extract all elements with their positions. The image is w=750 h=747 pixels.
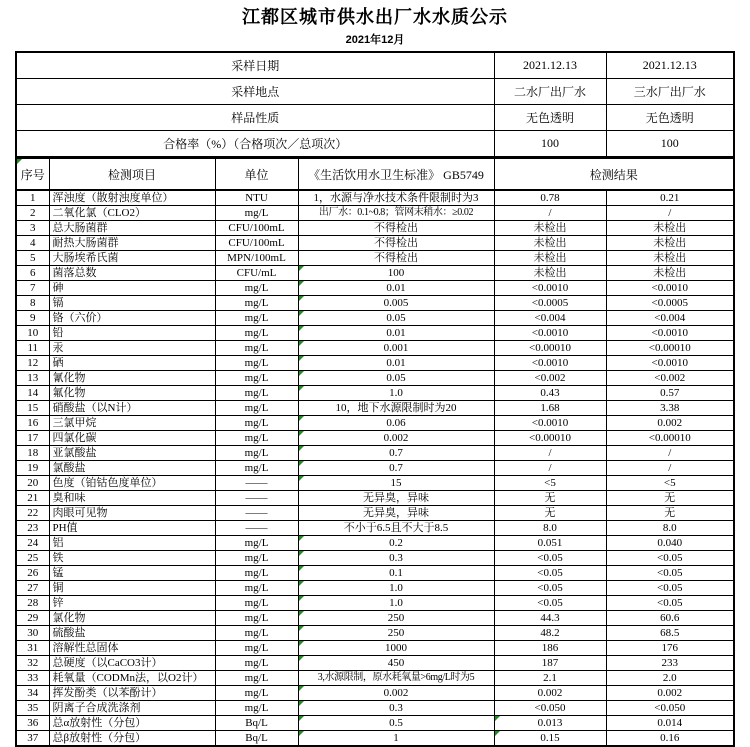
cell-index: 22	[16, 506, 49, 521]
cell-unit: mg/L	[215, 341, 298, 356]
cell-item: 挥发酚类（以苯酚计）	[49, 686, 215, 701]
cell-index: 17	[16, 431, 49, 446]
cell-index: 32	[16, 656, 49, 671]
table-row	[16, 476, 734, 491]
cell-result-1: <0.05	[494, 596, 606, 611]
cell-unit: mg/L	[215, 296, 298, 311]
cell-item: 三氯甲烷	[49, 416, 215, 431]
cell-index: 27	[16, 581, 49, 596]
cell-result-1: <0.05	[494, 551, 606, 566]
cell-standard: 1，水源与净水技术条件限制时为3	[298, 190, 494, 206]
cell-standard: 不得检出	[298, 236, 494, 251]
table-row	[16, 221, 734, 236]
cell-item: 氯酸盐	[49, 461, 215, 476]
results-table-body	[16, 190, 734, 746]
info-table-body	[16, 52, 734, 157]
cell-result-1: <0.05	[494, 581, 606, 596]
cell-unit: NTU	[215, 190, 298, 206]
cell-result-1: 0.43	[494, 386, 606, 401]
cell-unit: mg/L	[215, 281, 298, 296]
col-header-result: 检测结果	[494, 159, 734, 191]
cell-index: 14	[16, 386, 49, 401]
cell-result-1: /	[494, 461, 606, 476]
cell-result-2: 233	[606, 656, 734, 671]
cell-result-1: <0.05	[494, 566, 606, 581]
table-row	[16, 401, 734, 416]
cell-result-1: 0.15	[494, 731, 606, 747]
table-row	[16, 671, 734, 686]
cell-result-1: <0.0010	[494, 326, 606, 341]
info-row	[16, 131, 734, 158]
cell-unit: mg/L	[215, 356, 298, 371]
cell-item: 总大肠菌群	[49, 221, 215, 236]
cell-index: 33	[16, 671, 49, 686]
cell-item: 总β放射性（分包）	[49, 731, 215, 747]
page-title: 江都区城市供水出厂水水质公示	[242, 7, 508, 27]
cell-unit: mg/L	[215, 401, 298, 416]
cell-item: PH值	[49, 521, 215, 536]
table-row	[16, 611, 734, 626]
cell-result-1: <0.002	[494, 371, 606, 386]
cell-index: 15	[16, 401, 49, 416]
cell-result-2: <0.050	[606, 701, 734, 716]
cell-result-1: 48.2	[494, 626, 606, 641]
cell-result-2: 0.014	[606, 716, 734, 731]
cell-result-1: <0.0010	[494, 356, 606, 371]
cell-item: 臭和味	[49, 491, 215, 506]
info-value-2: 100	[606, 131, 734, 158]
cell-result-1: <5	[494, 476, 606, 491]
cell-standard: 不得检出	[298, 251, 494, 266]
table-row	[16, 581, 734, 596]
cell-index: 11	[16, 341, 49, 356]
info-label: 合格率（%）（合格项次／总项次）	[16, 131, 494, 158]
cell-unit: mg/L	[215, 386, 298, 401]
cell-result-2: 无	[606, 506, 734, 521]
cell-unit: CFU/mL	[215, 266, 298, 281]
cell-result-1: <0.00010	[494, 341, 606, 356]
cell-result-1: <0.050	[494, 701, 606, 716]
cell-result-2: 无	[606, 491, 734, 506]
cell-standard: 250	[298, 626, 494, 641]
cell-result-2: 0.002	[606, 416, 734, 431]
cell-index: 2	[16, 206, 49, 221]
cell-standard: 不得检出	[298, 221, 494, 236]
cell-result-1: 未检出	[494, 251, 606, 266]
table-row	[16, 206, 734, 221]
cell-standard: 出厂水：0.1~0.8；管网末稍水：≥0.02	[298, 206, 494, 221]
cell-result-2: 0.16	[606, 731, 734, 747]
table-row	[16, 326, 734, 341]
cell-result-2: <0.05	[606, 566, 734, 581]
cell-index: 16	[16, 416, 49, 431]
cell-item: 肉眼可见物	[49, 506, 215, 521]
table-row	[16, 686, 734, 701]
cell-standard: 0.05	[298, 371, 494, 386]
cell-standard: 0.3	[298, 701, 494, 716]
cell-result-2: <0.00010	[606, 341, 734, 356]
cell-result-1: 未检出	[494, 221, 606, 236]
cell-unit: mg/L	[215, 581, 298, 596]
cell-index: 24	[16, 536, 49, 551]
cell-result-2: <5	[606, 476, 734, 491]
cell-index: 21	[16, 491, 49, 506]
cell-item: 铅	[49, 326, 215, 341]
cell-standard: 0.005	[298, 296, 494, 311]
cell-item: 亚氯酸盐	[49, 446, 215, 461]
cell-standard: 不小于6.5且不大于8.5	[298, 521, 494, 536]
table-row	[16, 266, 734, 281]
info-label: 采样地点	[16, 79, 494, 105]
cell-item: 铜	[49, 581, 215, 596]
cell-unit: Bq/L	[215, 731, 298, 747]
info-value-1: 2021.12.13	[494, 52, 606, 79]
cell-unit: ——	[215, 521, 298, 536]
cell-unit: mg/L	[215, 626, 298, 641]
info-value-2: 三水厂出厂水	[606, 79, 734, 105]
cell-result-1: 0.78	[494, 190, 606, 206]
cell-standard: 0.002	[298, 431, 494, 446]
cell-item: 氟化物	[49, 386, 215, 401]
cell-result-2: 0.002	[606, 686, 734, 701]
cell-result-2: <0.05	[606, 596, 734, 611]
cell-result-2: <0.0010	[606, 356, 734, 371]
cell-unit: mg/L	[215, 686, 298, 701]
cell-index: 20	[16, 476, 49, 491]
info-value-1: 二水厂出厂水	[494, 79, 606, 105]
cell-index: 10	[16, 326, 49, 341]
test-results-table	[15, 158, 735, 747]
info-value-1: 无色透明	[494, 105, 606, 131]
cell-standard: 0.01	[298, 356, 494, 371]
cell-result-2: <0.05	[606, 581, 734, 596]
cell-unit: mg/L	[215, 416, 298, 431]
cell-index: 19	[16, 461, 49, 476]
cell-result-2: 68.5	[606, 626, 734, 641]
cell-standard: 0.2	[298, 536, 494, 551]
cell-index: 13	[16, 371, 49, 386]
cell-standard: 无异臭，异味	[298, 491, 494, 506]
cell-result-1: 2.1	[494, 671, 606, 686]
info-value-2: 2021.12.13	[606, 52, 734, 79]
cell-result-1: 0.051	[494, 536, 606, 551]
cell-item: 总硬度（以CaCO3计）	[49, 656, 215, 671]
cell-unit: ——	[215, 491, 298, 506]
cell-item: 铁	[49, 551, 215, 566]
cell-result-1: 1.68	[494, 401, 606, 416]
cell-standard: 100	[298, 266, 494, 281]
cell-unit: mg/L	[215, 371, 298, 386]
cell-standard: 0.06	[298, 416, 494, 431]
table-row	[16, 596, 734, 611]
cell-result-2: <0.0010	[606, 326, 734, 341]
table-row	[16, 431, 734, 446]
cell-item: 砷	[49, 281, 215, 296]
cell-item: 汞	[49, 341, 215, 356]
cell-result-1: <0.0010	[494, 281, 606, 296]
cell-index: 3	[16, 221, 49, 236]
cell-index: 18	[16, 446, 49, 461]
cell-standard: 0.3	[298, 551, 494, 566]
cell-unit: mg/L	[215, 431, 298, 446]
col-header-item: 检测项目	[49, 159, 215, 191]
cell-result-1: /	[494, 446, 606, 461]
cell-index: 28	[16, 596, 49, 611]
cell-unit: mg/L	[215, 656, 298, 671]
table-row	[16, 416, 734, 431]
cell-index: 6	[16, 266, 49, 281]
cell-unit: mg/L	[215, 701, 298, 716]
cell-standard: 0.1	[298, 566, 494, 581]
cell-result-2: 60.6	[606, 611, 734, 626]
cell-standard: 无异臭，异味	[298, 506, 494, 521]
cell-unit: mg/L	[215, 671, 298, 686]
cell-result-2: 176	[606, 641, 734, 656]
table-row	[16, 446, 734, 461]
cell-result-1: 187	[494, 656, 606, 671]
cell-item: 浑浊度（散射浊度单位）	[49, 190, 215, 206]
table-row	[16, 566, 734, 581]
info-row	[16, 52, 734, 79]
cell-index: 29	[16, 611, 49, 626]
cell-unit: mg/L	[215, 446, 298, 461]
col-header-unit: 单位	[215, 159, 298, 191]
cell-unit: mg/L	[215, 596, 298, 611]
cell-unit: CFU/100mL	[215, 236, 298, 251]
cell-result-1: <0.0010	[494, 416, 606, 431]
cell-result-2: <0.002	[606, 371, 734, 386]
cell-unit: MPN/100mL	[215, 251, 298, 266]
table-row	[16, 356, 734, 371]
table-row	[16, 701, 734, 716]
cell-index: 4	[16, 236, 49, 251]
cell-result-1: 8.0	[494, 521, 606, 536]
info-value-1: 100	[494, 131, 606, 158]
cell-item: 锌	[49, 596, 215, 611]
cell-unit: mg/L	[215, 326, 298, 341]
cell-result-2: <0.0005	[606, 296, 734, 311]
cell-result-2: <0.05	[606, 551, 734, 566]
cell-item: 硒	[49, 356, 215, 371]
cell-standard: 1000	[298, 641, 494, 656]
cell-standard: 0.002	[298, 686, 494, 701]
cell-result-1: 无	[494, 506, 606, 521]
cell-unit: mg/L	[215, 311, 298, 326]
cell-index: 1	[16, 190, 49, 206]
cell-index: 7	[16, 281, 49, 296]
cell-item: 氰化物	[49, 371, 215, 386]
table-row	[16, 491, 734, 506]
info-row	[16, 79, 734, 105]
info-value-2: 无色透明	[606, 105, 734, 131]
cell-standard: 10，地下水源限制时为20	[298, 401, 494, 416]
info-row	[16, 105, 734, 131]
cell-standard: 1	[298, 731, 494, 747]
table-row	[16, 296, 734, 311]
cell-result-2: 2.0	[606, 671, 734, 686]
table-row	[16, 281, 734, 296]
cell-index: 5	[16, 251, 49, 266]
cell-unit: mg/L	[215, 536, 298, 551]
table-row	[16, 461, 734, 476]
cell-item: 硝酸盐（以N计）	[49, 401, 215, 416]
table-row	[16, 386, 734, 401]
cell-item: 阴离子合成洗涤剂	[49, 701, 215, 716]
cell-result-1: 186	[494, 641, 606, 656]
table-row	[16, 371, 734, 386]
cell-result-1: /	[494, 206, 606, 221]
table-row	[16, 716, 734, 731]
cell-unit: mg/L	[215, 551, 298, 566]
report-month: 2021年12月	[345, 34, 405, 46]
cell-standard: 0.7	[298, 446, 494, 461]
cell-result-2: 8.0	[606, 521, 734, 536]
cell-result-2: 0.040	[606, 536, 734, 551]
cell-result-2: <0.004	[606, 311, 734, 326]
cell-index: 37	[16, 731, 49, 747]
cell-result-1: <0.00010	[494, 431, 606, 446]
cell-result-1: <0.0005	[494, 296, 606, 311]
cell-standard: 3,水源限制，原水耗氧量>6mg/L时为5	[298, 671, 494, 686]
cell-result-1: 44.3	[494, 611, 606, 626]
cell-item: 氯化物	[49, 611, 215, 626]
cell-item: 大肠埃希氏菌	[49, 251, 215, 266]
cell-unit: Bq/L	[215, 716, 298, 731]
info-label: 样品性质	[16, 105, 494, 131]
cell-standard: 0.01	[298, 326, 494, 341]
cell-result-2: 未检出	[606, 236, 734, 251]
cell-item: 菌落总数	[49, 266, 215, 281]
cell-index: 35	[16, 701, 49, 716]
cell-standard: 0.05	[298, 311, 494, 326]
cell-result-1: 未检出	[494, 236, 606, 251]
cell-standard: 0.01	[298, 281, 494, 296]
cell-standard: 450	[298, 656, 494, 671]
table-row	[16, 341, 734, 356]
cell-result-2: 0.57	[606, 386, 734, 401]
cell-item: 锰	[49, 566, 215, 581]
table-row	[16, 656, 734, 671]
cell-standard: 1.0	[298, 386, 494, 401]
cell-result-2: 未检出	[606, 266, 734, 281]
cell-result-2: <0.0010	[606, 281, 734, 296]
cell-index: 8	[16, 296, 49, 311]
cell-unit: mg/L	[215, 206, 298, 221]
table-row	[16, 536, 734, 551]
cell-item: 总α放射性（分包）	[49, 716, 215, 731]
table-row	[16, 731, 734, 747]
cell-item: 二氧化氯（CLO2）	[49, 206, 215, 221]
cell-result-2: /	[606, 461, 734, 476]
cell-unit: mg/L	[215, 611, 298, 626]
cell-unit: CFU/100mL	[215, 221, 298, 236]
table-row	[16, 311, 734, 326]
col-header-index: 序号	[16, 159, 49, 191]
cell-result-1: <0.004	[494, 311, 606, 326]
cell-result-1: 无	[494, 491, 606, 506]
cell-item: 铝	[49, 536, 215, 551]
table-row	[16, 251, 734, 266]
results-header-row	[16, 159, 734, 191]
cell-index: 26	[16, 566, 49, 581]
cell-item: 耗氧量（CODMn法，以O2计）	[49, 671, 215, 686]
table-row	[16, 641, 734, 656]
cell-result-2: 3.38	[606, 401, 734, 416]
info-label: 采样日期	[16, 52, 494, 79]
cell-standard: 15	[298, 476, 494, 491]
table-row	[16, 551, 734, 566]
table-row	[16, 506, 734, 521]
cell-result-2: /	[606, 446, 734, 461]
cell-result-2: /	[606, 206, 734, 221]
cell-standard: 1.0	[298, 596, 494, 611]
cell-result-1: 0.002	[494, 686, 606, 701]
cell-result-1: 未检出	[494, 266, 606, 281]
cell-unit: mg/L	[215, 461, 298, 476]
cell-index: 9	[16, 311, 49, 326]
table-row	[16, 626, 734, 641]
table-row	[16, 236, 734, 251]
cell-index: 12	[16, 356, 49, 371]
cell-index: 31	[16, 641, 49, 656]
cell-standard: 250	[298, 611, 494, 626]
cell-index: 30	[16, 626, 49, 641]
cell-index: 25	[16, 551, 49, 566]
cell-standard: 1.0	[298, 581, 494, 596]
cell-item: 铬（六价）	[49, 311, 215, 326]
cell-result-1: 0.013	[494, 716, 606, 731]
cell-unit: ——	[215, 476, 298, 491]
cell-result-2: 0.21	[606, 190, 734, 206]
cell-index: 23	[16, 521, 49, 536]
cell-standard: 0.001	[298, 341, 494, 356]
cell-unit: mg/L	[215, 566, 298, 581]
cell-result-2: <0.00010	[606, 431, 734, 446]
cell-item: 溶解性总固体	[49, 641, 215, 656]
table-row	[16, 190, 734, 206]
cell-result-2: 未检出	[606, 221, 734, 236]
cell-standard: 0.5	[298, 716, 494, 731]
cell-item: 硫酸盐	[49, 626, 215, 641]
sampling-info-table	[15, 51, 735, 158]
cell-item: 色度（铂钴色度单位）	[49, 476, 215, 491]
col-header-standard: 《生活饮用水卫生标准》 GB5749	[298, 159, 494, 191]
cell-item: 四氯化碳	[49, 431, 215, 446]
cell-item: 镉	[49, 296, 215, 311]
cell-index: 34	[16, 686, 49, 701]
cell-result-2: 未检出	[606, 251, 734, 266]
cell-standard: 0.7	[298, 461, 494, 476]
cell-item: 耐热大肠菌群	[49, 236, 215, 251]
cell-index: 36	[16, 716, 49, 731]
cell-unit: ——	[215, 506, 298, 521]
table-row	[16, 521, 734, 536]
cell-unit: mg/L	[215, 641, 298, 656]
